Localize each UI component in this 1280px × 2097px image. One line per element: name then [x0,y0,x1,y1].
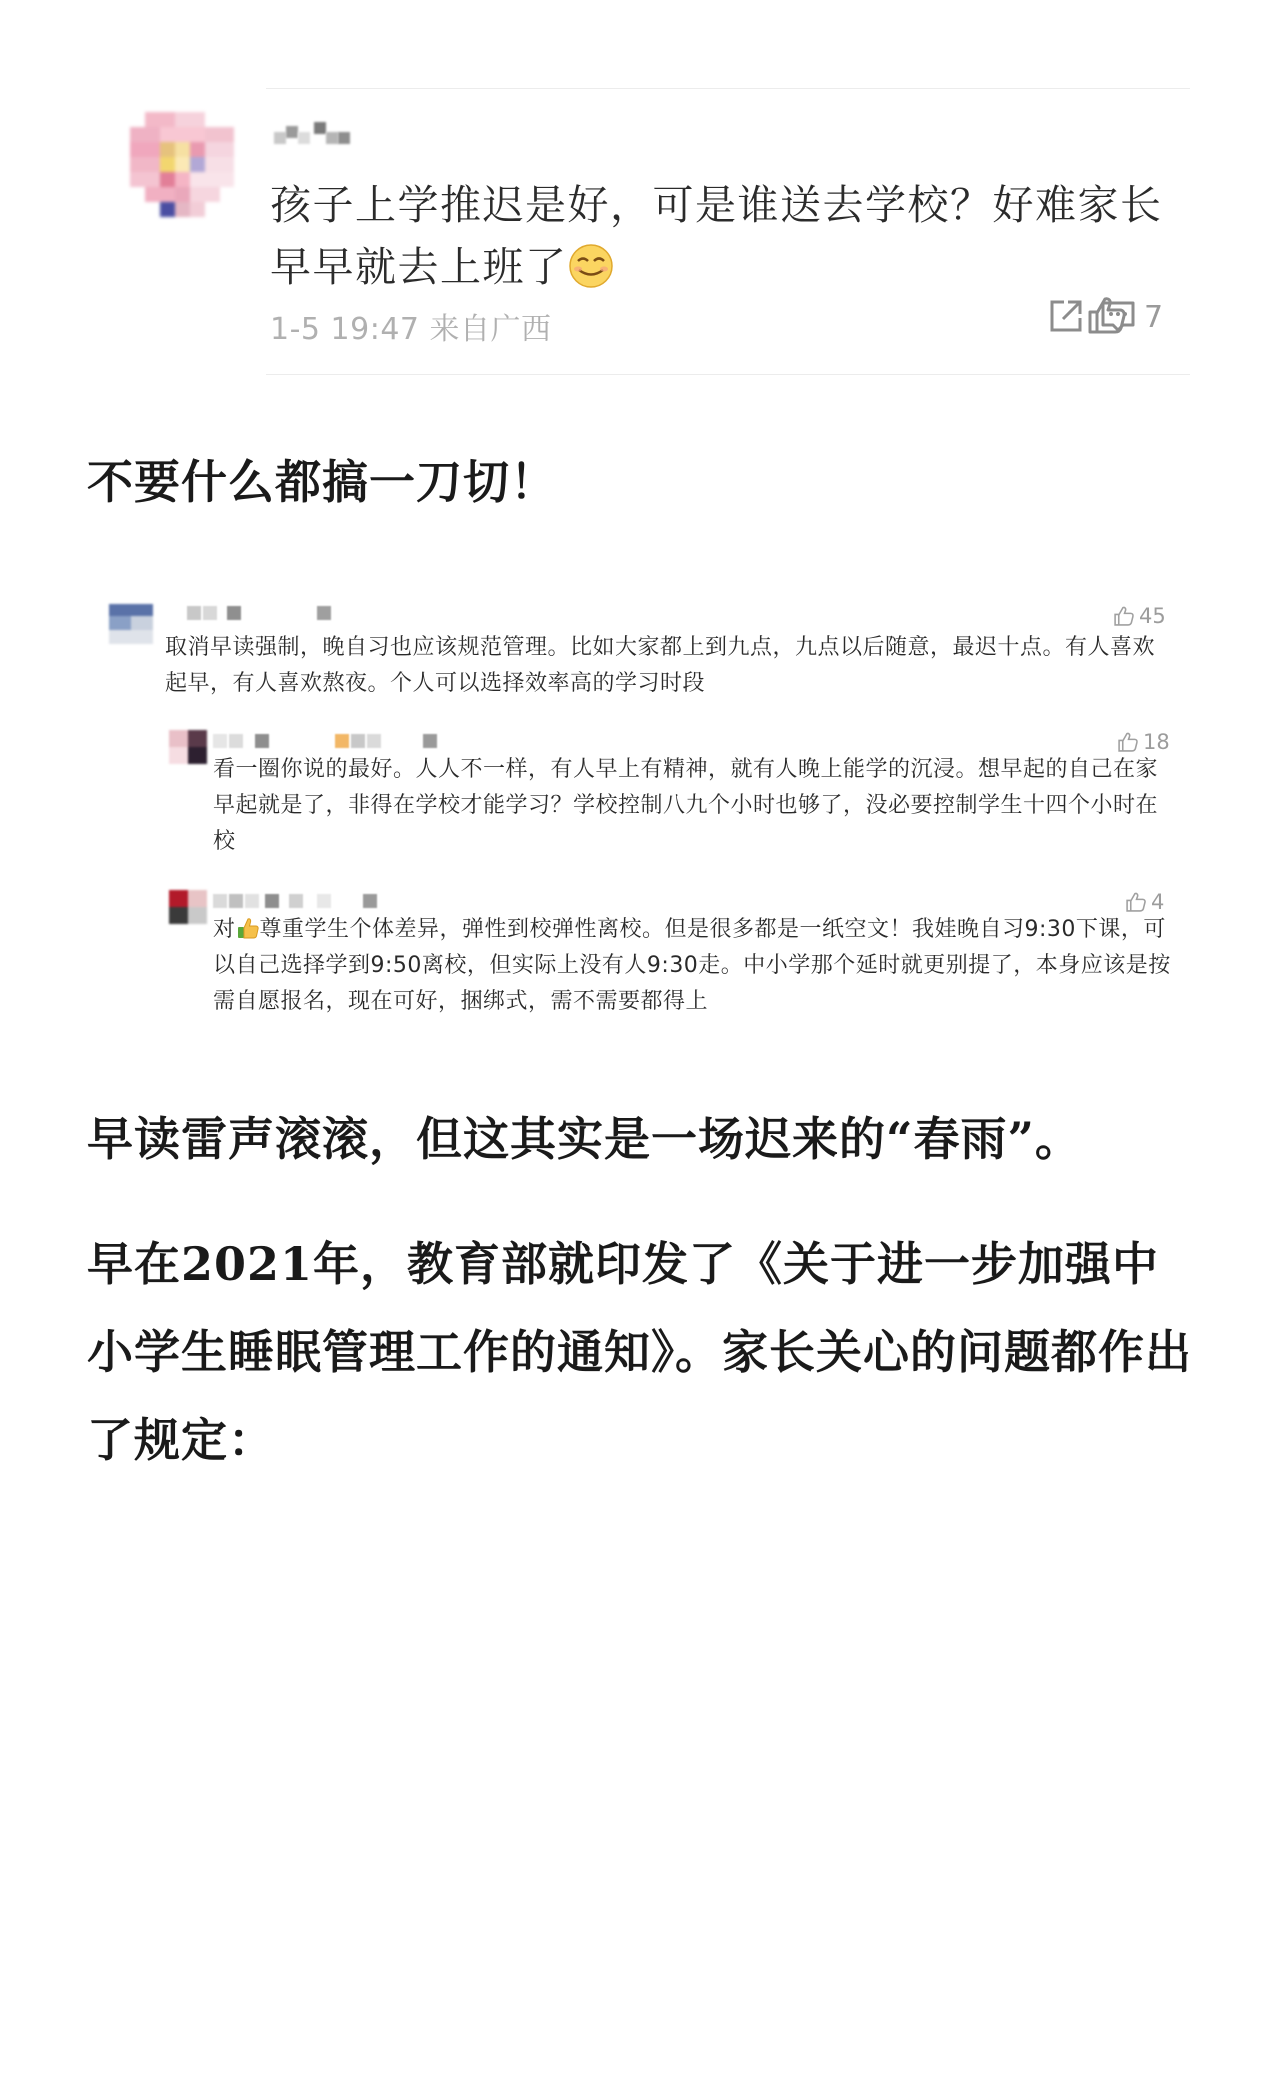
thumbs-up-emoji-icon [236,916,260,940]
like-icon [1117,731,1139,753]
article-paragraph: 早读雷声滚滚，但这其实是一场迟来的“春雨”。 [87,1112,1082,1166]
article-paragraph: 早在2021年，教育部就印发了《关于进一步加强中小学生睡眠管理工作的通知》。家长关心的问题都作出了规定： [87,1237,1192,1467]
avatar[interactable] [109,604,153,644]
avatar[interactable] [169,730,207,764]
reply-item [105,880,1185,1030]
username-blurred[interactable] [213,734,513,750]
comment-item [105,590,1185,710]
like-icon[interactable] [1086,294,1128,336]
like-button[interactable] [1117,730,1170,754]
comments-screenshot [105,590,1185,1030]
like-count: 45 [1139,604,1166,628]
divider [266,374,1190,375]
username-blurred[interactable] [213,894,513,910]
comment-meta: 1-5 19:47 来自广西 [270,312,552,347]
comment-text-content: 孩子上学推迟是好，可是谁送去学校？好难家长早早就去上班了 [270,181,1163,291]
like-icon [1113,605,1135,627]
article-paragraph: 不要什么都搞一刀切！ [87,455,557,509]
like-count: 4 [1151,890,1165,914]
reply-text [213,912,1178,1020]
reply-item [105,720,1185,870]
like-button[interactable] [1125,890,1164,914]
like-count: 7 [1144,300,1164,335]
comment-text: 取消早读强制，晚自习也应该规范管理。比如大家都上到九点，九点以后随意，最迟十点。有人喜欢起早，有人喜欢熬夜。个人可以选择效率高的学习时段 [165,635,1156,696]
username-blurred[interactable] [274,122,384,146]
reply-text: 看一圈你说的最好。人人不一样，有人早上有精神，就有人晚上能学的沉浸。想早起的自己在家早起就是了，非得在学校才能学习？学校控制八九个小时也够了，没必要控制学生十四个小时在校 [213,757,1159,854]
like-button[interactable] [1113,604,1166,628]
like-count: 18 [1143,730,1170,754]
smiling-face-emoji-icon [568,243,614,289]
avatar[interactable] [169,890,207,924]
like-icon [1125,891,1147,913]
share-icon[interactable] [1046,296,1086,336]
divider [266,88,1190,89]
comment-text [270,174,1170,298]
username-blurred[interactable] [187,606,337,622]
reply-text-before: 对 [213,917,236,942]
reply-text-after: 尊重学生个体差异，弹性到校弹性离校。但是很多都是一纸空文！我娃晚自习9:30下课，可以自己选择学到9:50离校，但实际上没有人9:30走。中小学那个延时就更别提了，本身应该是按需自愿报名，现在可好，捆绑式，需不需要都得上 [213,917,1171,1014]
avatar[interactable] [130,112,234,220]
